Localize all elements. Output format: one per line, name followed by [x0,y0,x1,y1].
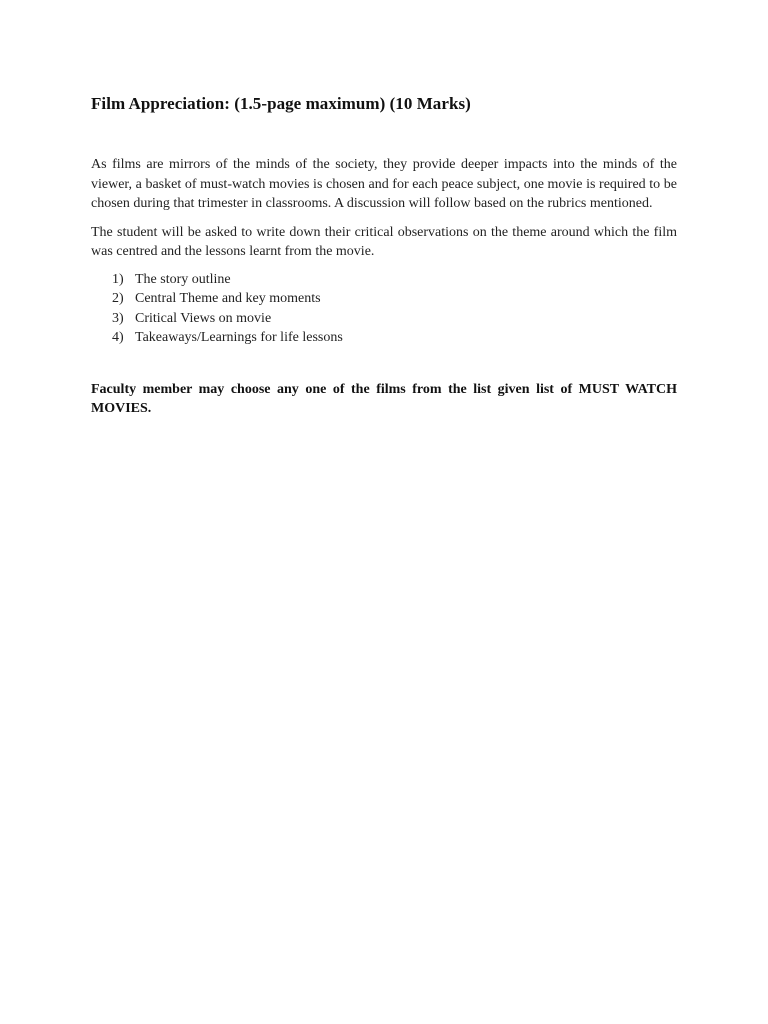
document-content [91,92,677,419]
faculty-note: Faculty member may choose any one of the films from the list given list of MUST WATCH MOVIES. [91,381,677,416]
list-item [112,328,677,348]
list-item-number: 2) [112,291,124,306]
rubric-list [91,270,677,348]
list-item-text: Takeaways/Learnings for life lessons [135,330,343,345]
list-item-number: 3) [112,310,124,326]
intro-paragraph: As films are mirrors of the minds of the society, they provide deeper impacts into the minds of the viewer, a basket of must-watch movies is chosen and for each peace subject, one movie is required to be chosen during that trimester in classrooms. A discussion will follow based on the rubrics mentioned. [91,157,677,211]
list-item-text: The story outline [135,271,231,287]
list-item [112,270,677,290]
list-item-text: Critical Views on movie [135,310,272,326]
document-title: Film Appreciation: (1.5-page maximum) (10 Marks) [91,94,471,113]
list-item [112,309,677,329]
list-item-text: Central Theme and key moments [135,291,321,306]
list-item-number: 1) [112,271,124,287]
instruction-paragraph: The student will be asked to write down their critical observations on the theme around which the film was centred and the lessons learnt from the movie. [91,224,677,259]
list-item-number: 4) [112,330,124,345]
list-item [112,289,677,309]
